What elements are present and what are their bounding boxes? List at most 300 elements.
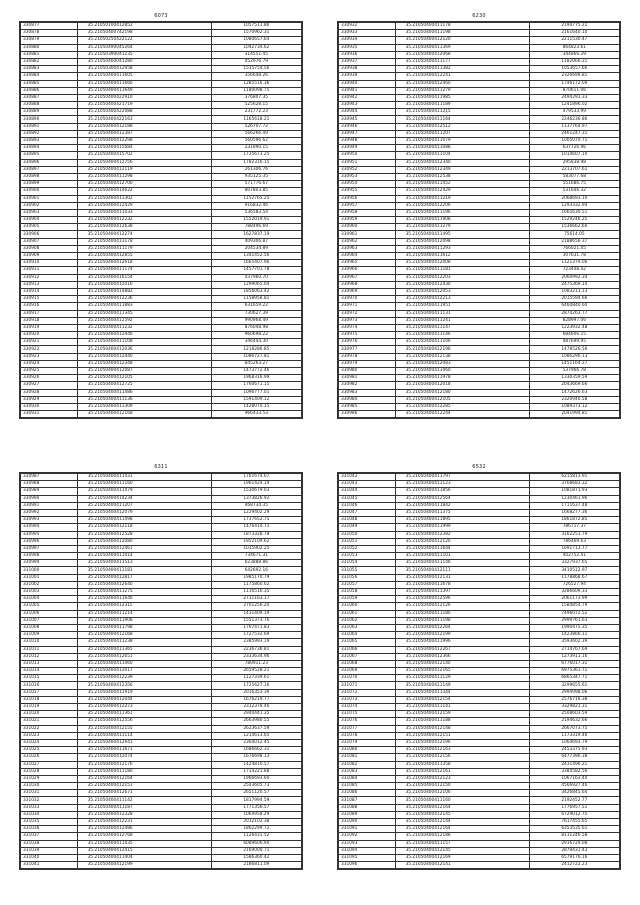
id-cell: 330900 bbox=[21, 188, 78, 195]
amount-cell: 786717.37 bbox=[529, 524, 619, 531]
id-cell: 331087 bbox=[339, 797, 396, 804]
data-table bbox=[19, 472, 303, 870]
amount-cell: 2940441.35 bbox=[211, 711, 301, 718]
id-cell: 330966 bbox=[339, 267, 396, 274]
code-cell: 35.21050400412461 bbox=[77, 545, 211, 552]
amount-cell: 1173319.46 bbox=[529, 732, 619, 739]
code-cell: 35.21050400411842 bbox=[395, 502, 529, 509]
table-row bbox=[339, 353, 620, 360]
id-cell: 331013 bbox=[21, 660, 78, 667]
amount-cell: 204534.89 bbox=[211, 245, 301, 252]
table-row bbox=[339, 531, 620, 538]
id-cell: 331016 bbox=[21, 682, 78, 689]
code-cell: 35.21050400412446 bbox=[77, 332, 211, 339]
id-cell: 330975 bbox=[339, 332, 396, 339]
id-cell: 331088 bbox=[339, 804, 396, 811]
id-cell: 330922 bbox=[21, 346, 78, 353]
code-cell: 35.21050400413178 bbox=[77, 238, 211, 245]
id-cell: 331015 bbox=[21, 675, 78, 682]
amount-cell: 2236736.81 bbox=[211, 646, 301, 653]
code-cell: 35.21050400411985 bbox=[395, 94, 529, 101]
code-cell: 35.21050400411149 bbox=[395, 682, 529, 689]
table-row bbox=[339, 145, 620, 152]
amount-cell: 2663980.55 bbox=[211, 718, 301, 725]
code-cell: 35.21050400412387 bbox=[77, 130, 211, 137]
amount-cell: 231890.15 bbox=[211, 145, 301, 152]
amount-cell: 560596.62 bbox=[211, 138, 301, 145]
code-cell: 35.21050400412538 bbox=[395, 173, 529, 180]
table-row bbox=[339, 545, 620, 552]
code-cell: 35.21050390041235 bbox=[77, 51, 211, 58]
code-cell: 35.21050400411298 bbox=[77, 173, 211, 180]
amount-cell: 2192452.77 bbox=[529, 797, 619, 804]
code-cell: 35.21050400411365 bbox=[77, 646, 211, 653]
code-cell: 35.21050400412592 bbox=[77, 317, 211, 324]
code-cell: 35.21050400411142 bbox=[77, 797, 211, 804]
id-cell: 331062 bbox=[339, 617, 396, 624]
table-row bbox=[21, 224, 302, 231]
table-row bbox=[21, 783, 302, 790]
code-cell: 35.21050400412430 bbox=[395, 281, 529, 288]
table-row bbox=[21, 332, 302, 339]
id-cell: 330897 bbox=[21, 166, 78, 173]
code-cell: 35.21050400411375 bbox=[395, 509, 529, 516]
table-row bbox=[21, 288, 302, 295]
table-row bbox=[339, 159, 620, 166]
amount-cell: 1767471.83 bbox=[211, 624, 301, 631]
table-row bbox=[339, 296, 620, 303]
code-cell: 35.21050400412236 bbox=[77, 296, 211, 303]
amount-cell: 1285516.36 bbox=[211, 80, 301, 87]
code-cell: 35.21050400411479 bbox=[77, 488, 211, 495]
code-cell: 35.21050400411382 bbox=[395, 66, 529, 73]
amount-cell: 1478526.56 bbox=[529, 346, 619, 353]
table-row bbox=[21, 94, 302, 101]
amount-cell: 452976.79 bbox=[211, 58, 301, 65]
id-cell: 330919 bbox=[21, 324, 78, 331]
amount-cell: 1042734.62 bbox=[211, 44, 301, 51]
amount-cell: 2169000.71 bbox=[211, 847, 301, 854]
code-cell: 35.21050400411219 bbox=[395, 195, 529, 202]
code-cell: 35.21050400412164 bbox=[395, 826, 529, 833]
table-row bbox=[21, 159, 302, 166]
code-cell: 35.21050400411238 bbox=[77, 639, 211, 646]
amount-cell: 1968316.99 bbox=[211, 375, 301, 382]
table-row bbox=[339, 152, 620, 159]
code-cell: 35.21050400411486 bbox=[77, 389, 211, 396]
code-cell: 35.21050400411166 bbox=[395, 339, 529, 346]
amount-cell: 583077.68 bbox=[529, 173, 619, 180]
amount-cell: 6089606.94 bbox=[211, 840, 301, 847]
amount-cell: 1182066.21 bbox=[529, 58, 619, 65]
table-row bbox=[339, 847, 620, 854]
code-cell: 35.21050400412044 bbox=[77, 696, 211, 703]
amount-cell: 6776017.31 bbox=[529, 660, 619, 667]
id-cell: 330973 bbox=[339, 317, 396, 324]
amount-cell: 2475369.14 bbox=[529, 281, 619, 288]
table-row bbox=[21, 109, 302, 116]
code-cell: 35.21050400414622 bbox=[77, 188, 211, 195]
code-cell: 35.21050400412638 bbox=[77, 224, 211, 231]
code-cell: 35.21050400411196 bbox=[395, 209, 529, 216]
code-cell: 35.21050400412145 bbox=[395, 811, 529, 818]
amount-cell: 1760671.15 bbox=[211, 382, 301, 389]
table-row bbox=[21, 682, 302, 689]
id-cell: 330994 bbox=[21, 524, 78, 531]
table-row bbox=[339, 288, 620, 295]
table-row bbox=[339, 862, 620, 869]
code-cell: 35.21050400412164 bbox=[77, 775, 211, 782]
table-row bbox=[21, 260, 302, 267]
amount-cell: 2508603.59 bbox=[529, 711, 619, 718]
table-row bbox=[339, 360, 620, 367]
table-panel-2 bbox=[337, 12, 621, 419]
code-cell: 35.21050400041280 bbox=[77, 58, 211, 65]
id-cell: 331061 bbox=[339, 610, 396, 617]
id-cell: 331047 bbox=[339, 509, 396, 516]
amount-cell: 2211530.47 bbox=[529, 37, 619, 44]
code-cell: 35.21050400412556 bbox=[77, 718, 211, 725]
amount-cell: 1341452.56 bbox=[211, 253, 301, 260]
amount-cell: 2667073.75 bbox=[529, 725, 619, 732]
table-row bbox=[339, 80, 620, 87]
id-cell: 330943 bbox=[339, 102, 396, 109]
table-row bbox=[21, 560, 302, 567]
table-row bbox=[21, 152, 302, 159]
code-cell: 35.21050400412486 bbox=[77, 826, 211, 833]
id-cell: 330965 bbox=[339, 260, 396, 267]
id-cell: 330925 bbox=[21, 368, 78, 375]
code-cell: 35.21050400412196 bbox=[395, 739, 529, 746]
amount-cell: 1676698.13 bbox=[211, 754, 301, 761]
code-cell: 35.21050400411460 bbox=[395, 368, 529, 375]
id-cell: 330893 bbox=[21, 138, 78, 145]
table-row bbox=[339, 23, 620, 30]
id-cell: 330987 bbox=[21, 474, 78, 481]
id-cell: 331048 bbox=[339, 517, 396, 524]
table-row bbox=[339, 624, 620, 631]
amount-cell: 487699.95 bbox=[529, 339, 619, 346]
table-row bbox=[339, 94, 620, 101]
table-row bbox=[339, 509, 620, 516]
table-row bbox=[339, 130, 620, 137]
amount-cell: 1529246.25 bbox=[529, 217, 619, 224]
code-cell: 35.21050250422122 bbox=[77, 37, 211, 44]
code-cell: 35.21050490045264 bbox=[77, 44, 211, 51]
id-cell: 331068 bbox=[339, 660, 396, 667]
table-row bbox=[339, 58, 620, 65]
id-cell: 331009 bbox=[21, 632, 78, 639]
table-row bbox=[339, 653, 620, 660]
code-cell: 35.21050400411513 bbox=[77, 560, 211, 567]
table-row bbox=[21, 231, 302, 238]
amount-cell: 2246236.86 bbox=[529, 116, 619, 123]
code-cell: 35.21050400411435 bbox=[77, 840, 211, 847]
amount-cell: 2412722.23 bbox=[529, 862, 619, 869]
amount-cell: 3593602.39 bbox=[529, 639, 619, 646]
id-cell: 330903 bbox=[21, 209, 78, 216]
id-cell: 330930 bbox=[21, 403, 78, 410]
table-row bbox=[21, 553, 302, 560]
amount-cell: 1727532.69 bbox=[211, 632, 301, 639]
code-cell: 35.21050400412429 bbox=[395, 188, 529, 195]
table-row bbox=[21, 166, 302, 173]
code-cell: 35.21050400742198 bbox=[77, 30, 211, 37]
id-cell: 330933 bbox=[339, 30, 396, 37]
table-row bbox=[21, 538, 302, 545]
code-cell: 35.21050400411302 bbox=[77, 195, 211, 202]
table-row bbox=[339, 37, 620, 44]
id-cell: 331036 bbox=[21, 826, 78, 833]
id-cell: 331051 bbox=[339, 538, 396, 545]
table-row bbox=[21, 689, 302, 696]
amount-cell: 1086296.13 bbox=[529, 353, 619, 360]
amount-cell: 2188656.37 bbox=[529, 238, 619, 245]
amount-cell: 6865347.71 bbox=[529, 675, 619, 682]
id-cell: 331084 bbox=[339, 775, 396, 782]
code-cell: 35.21050400412855 bbox=[77, 253, 211, 260]
table-row bbox=[21, 711, 302, 718]
code-cell: 35.21050400411678 bbox=[395, 581, 529, 588]
table-row bbox=[339, 102, 620, 109]
table-row bbox=[339, 739, 620, 746]
table-row bbox=[339, 589, 620, 596]
code-cell: 35.21050400411649 bbox=[77, 87, 211, 94]
code-cell: 35.21050400412159 bbox=[395, 711, 529, 718]
code-cell: 35.21050400422088 bbox=[77, 109, 211, 116]
amount-cell: 1536662.60 bbox=[529, 224, 619, 231]
table-row bbox=[339, 833, 620, 840]
amount-cell: 2916729.08 bbox=[529, 840, 619, 847]
id-cell: 331035 bbox=[21, 819, 78, 826]
table-row bbox=[21, 238, 302, 245]
id-cell: 330908 bbox=[21, 245, 78, 252]
code-cell: 35.21050100412852 bbox=[77, 23, 211, 30]
code-cell: 35.21050400412756 bbox=[77, 159, 211, 166]
id-cell: 331011 bbox=[21, 646, 78, 653]
id-cell: 331095 bbox=[339, 854, 396, 861]
id-cell: 330951 bbox=[339, 159, 396, 166]
table-row bbox=[339, 689, 620, 696]
amount-cell: 1451164.27 bbox=[529, 360, 619, 367]
code-cell: 35.21050400412068 bbox=[395, 51, 529, 58]
code-cell: 35.21050400411188 bbox=[395, 718, 529, 725]
table-row bbox=[21, 790, 302, 797]
table-row bbox=[339, 474, 620, 481]
id-cell: 331001 bbox=[21, 574, 78, 581]
table-row bbox=[339, 660, 620, 667]
code-cell: 35.21050400412651 bbox=[77, 653, 211, 660]
amount-cell: 2623637.59 bbox=[211, 725, 301, 732]
amount-cell: 1064693.79 bbox=[529, 739, 619, 746]
amount-cell: 1686662.31 bbox=[211, 747, 301, 754]
code-cell: 35.21050400412148 bbox=[395, 725, 529, 732]
amount-cell: 3286609.33 bbox=[529, 589, 619, 596]
table-row bbox=[339, 123, 620, 130]
table-row bbox=[21, 474, 302, 481]
amount-cell: 1856063.42 bbox=[211, 288, 301, 295]
id-cell: 330929 bbox=[21, 396, 78, 403]
code-cell: 35.21050400411160 bbox=[395, 797, 529, 804]
table-row bbox=[21, 303, 302, 310]
id-cell: 331085 bbox=[339, 783, 396, 790]
table-row bbox=[339, 245, 620, 252]
code-cell: 35.21050400411179 bbox=[77, 245, 211, 252]
amount-cell: 2015594.66 bbox=[529, 296, 619, 303]
amount-cell: 1591409.12 bbox=[211, 396, 301, 403]
amount-cell: 1691713.77 bbox=[529, 545, 619, 552]
code-cell: 35.21050400414234 bbox=[77, 495, 211, 502]
table-row bbox=[339, 375, 620, 382]
id-cell: 330999 bbox=[21, 560, 78, 567]
code-cell: 35.21050400411309 bbox=[77, 403, 211, 410]
code-cell: 35.21050400411014 bbox=[77, 553, 211, 560]
table-row bbox=[339, 209, 620, 216]
table-row bbox=[339, 231, 620, 238]
id-cell: 331092 bbox=[339, 833, 396, 840]
id-cell: 331091 bbox=[339, 826, 396, 833]
amount-cell: 3327937.65 bbox=[529, 560, 619, 567]
amount-cell: 2651120.57 bbox=[211, 790, 301, 797]
table-row bbox=[339, 224, 620, 231]
table-row bbox=[21, 138, 302, 145]
code-cell: 35.21050400412528 bbox=[77, 531, 211, 538]
id-cell: 330887 bbox=[21, 94, 78, 101]
table-row bbox=[21, 181, 302, 188]
id-cell: 330911 bbox=[21, 267, 78, 274]
id-cell: 330985 bbox=[339, 403, 396, 410]
amount-cell: 2714767.69 bbox=[529, 646, 619, 653]
code-cell: 35.21050400411279 bbox=[395, 224, 529, 231]
code-cell: 35.21050400411397 bbox=[395, 589, 529, 596]
amount-cell: 2576716.38 bbox=[529, 696, 619, 703]
table-row bbox=[339, 668, 620, 675]
code-cell: 35.21050400412163 bbox=[395, 747, 529, 754]
id-cell: 330921 bbox=[21, 339, 78, 346]
id-cell: 330883 bbox=[21, 66, 78, 73]
code-cell: 35.21050400411181 bbox=[395, 267, 529, 274]
table-row bbox=[21, 761, 302, 768]
code-cell: 35.21050400411088 bbox=[395, 145, 529, 152]
amount-cell: 1665407.96 bbox=[211, 260, 301, 267]
code-cell: 35.21050400411919 bbox=[77, 689, 211, 696]
amount-cell: 314551.45 bbox=[211, 51, 301, 58]
code-cell: 35.21050400411358 bbox=[395, 761, 529, 768]
table-row bbox=[339, 109, 620, 116]
code-cell: 35.21050400412382 bbox=[395, 531, 529, 538]
id-cell: 331070 bbox=[339, 675, 396, 682]
code-cell: 35.21050400412131 bbox=[395, 574, 529, 581]
code-cell: 35.21050400411498 bbox=[77, 517, 211, 524]
id-cell: 331083 bbox=[339, 768, 396, 775]
table-row bbox=[21, 502, 302, 509]
table-row bbox=[339, 138, 620, 145]
table-row bbox=[339, 811, 620, 818]
id-cell: 330992 bbox=[21, 509, 78, 516]
code-cell: 35.21050400411666 bbox=[77, 80, 211, 87]
table-row bbox=[21, 217, 302, 224]
id-cell: 330954 bbox=[339, 181, 396, 188]
id-cell: 330935 bbox=[339, 44, 396, 51]
id-cell: 330923 bbox=[21, 353, 78, 360]
table-row bbox=[21, 567, 302, 574]
code-cell: 35.21050400411293 bbox=[395, 245, 529, 252]
id-cell: 331074 bbox=[339, 704, 396, 711]
id-cell: 330998 bbox=[21, 553, 78, 560]
amount-cell: 7617455.65 bbox=[529, 819, 619, 826]
table-row bbox=[21, 51, 302, 58]
id-cell: 330983 bbox=[339, 389, 396, 396]
id-cell: 331064 bbox=[339, 632, 396, 639]
amount-cell: 1067163.40 bbox=[529, 775, 619, 782]
amount-cell: 356648.26 bbox=[211, 73, 301, 80]
amount-cell: 2186811.09 bbox=[211, 862, 301, 869]
id-cell: 330917 bbox=[21, 310, 78, 317]
code-cell: 35.21050400412141 bbox=[395, 862, 529, 869]
amount-cell: 551686.75 bbox=[529, 181, 619, 188]
amount-cell: 437960.70 bbox=[211, 274, 301, 281]
id-cell: 331038 bbox=[21, 840, 78, 847]
code-cell: 35.21050400411189 bbox=[395, 102, 529, 109]
amount-cell: 6729012.75 bbox=[529, 811, 619, 818]
amount-cell: 1178868.67 bbox=[529, 574, 619, 581]
code-cell: 35.21050400412140 bbox=[395, 660, 529, 667]
code-cell: 35.21050400412119 bbox=[77, 166, 211, 173]
id-cell: 331056 bbox=[339, 574, 396, 581]
amount-cell: 3384582.56 bbox=[529, 768, 619, 775]
id-cell: 330942 bbox=[339, 94, 396, 101]
amount-cell: 525628.15 bbox=[211, 102, 301, 109]
amount-cell: 1273911.16 bbox=[529, 653, 619, 660]
amount-cell: 2068693.10 bbox=[529, 195, 619, 202]
code-cell: 35.21050400411178 bbox=[395, 23, 529, 30]
amount-cell: 726527.94 bbox=[529, 581, 619, 588]
id-cell: 330960 bbox=[339, 224, 396, 231]
amount-cell: 4566927.46 bbox=[529, 783, 619, 790]
id-cell: 330910 bbox=[21, 260, 78, 267]
code-cell: 35.21050400412768 bbox=[77, 833, 211, 840]
amount-cell: 376807.35 bbox=[211, 94, 301, 101]
amount-cell: 1180098.75 bbox=[211, 87, 301, 94]
table-row bbox=[21, 840, 302, 847]
id-cell: 330993 bbox=[21, 517, 78, 524]
id-cell: 330918 bbox=[21, 317, 78, 324]
id-cell: 331022 bbox=[21, 725, 78, 732]
table-row bbox=[339, 754, 620, 761]
amount-cell: 960698.22 bbox=[211, 332, 301, 339]
table-row bbox=[339, 368, 620, 375]
code-cell: 35.21050400412145 bbox=[395, 847, 529, 854]
amount-cell: 6353535.61 bbox=[529, 826, 619, 833]
amount-cell: 531646.32 bbox=[529, 188, 619, 195]
amount-cell: 1776957.51 bbox=[529, 804, 619, 811]
table-row bbox=[21, 346, 302, 353]
id-cell: 330968 bbox=[339, 281, 396, 288]
amount-cell: 2326699.81 bbox=[529, 73, 619, 80]
amount-cell: 75614.05 bbox=[529, 231, 619, 238]
table-row bbox=[21, 37, 302, 44]
id-cell: 330934 bbox=[339, 37, 396, 44]
id-cell: 330995 bbox=[21, 531, 78, 538]
code-cell: 35.21050400411141 bbox=[395, 704, 529, 711]
id-cell: 331014 bbox=[21, 668, 78, 675]
amount-cell: 3426845.64 bbox=[529, 790, 619, 797]
table-row bbox=[339, 173, 620, 180]
id-cell: 330894 bbox=[21, 145, 78, 152]
table-row bbox=[339, 840, 620, 847]
table-row bbox=[339, 403, 620, 410]
code-cell: 35.21050400411164 bbox=[395, 116, 529, 123]
